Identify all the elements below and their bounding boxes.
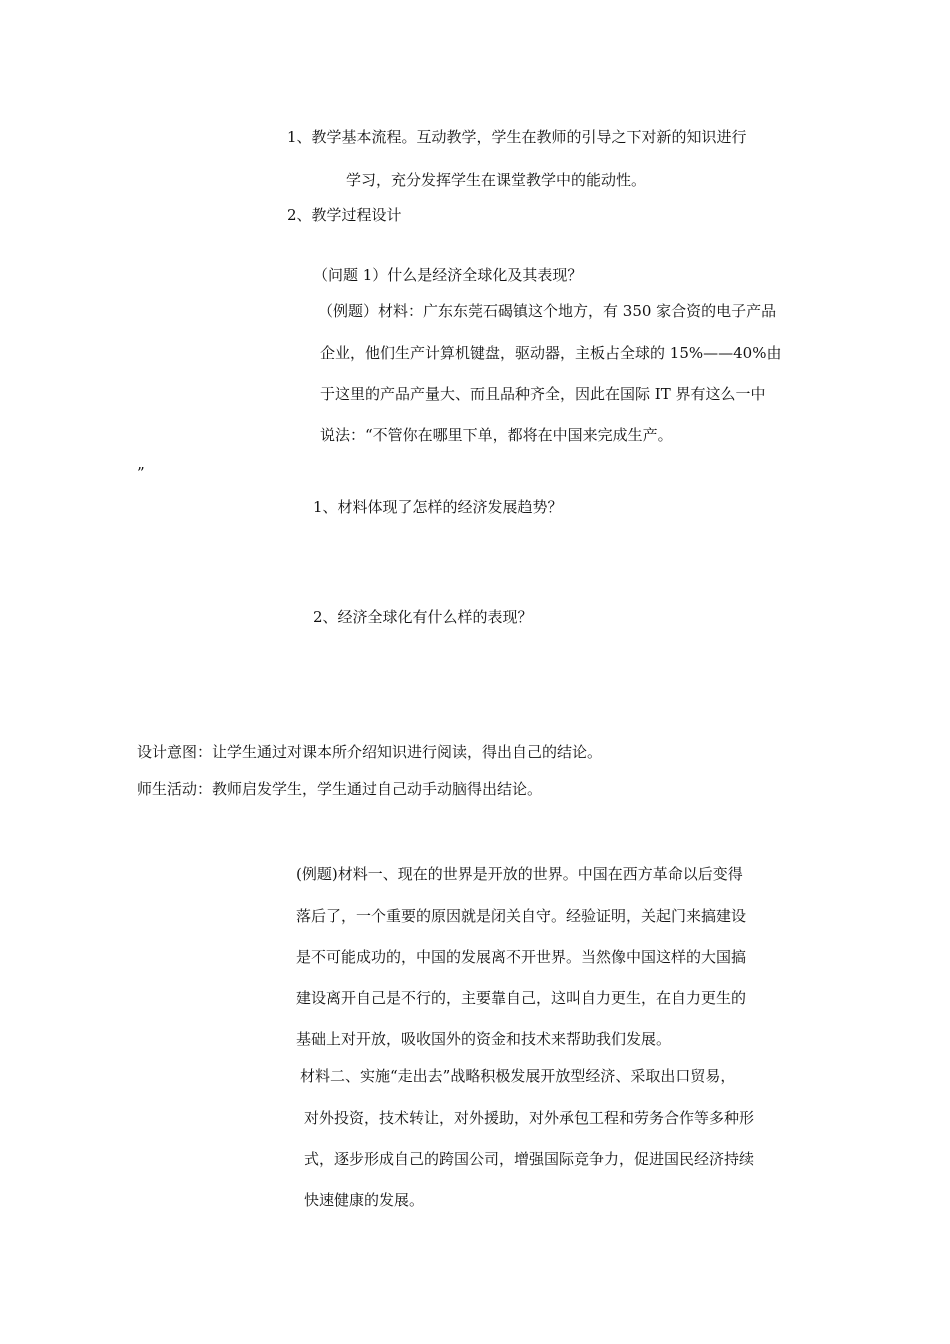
example2-m1-line-4: 建设离开自己是不行的，主要靠自己，这叫自力更生，在自力更生的 [296,989,747,1007]
teacher-student-activity: 师生活动：教师启发学生，学生通过自己动手动脑得出结论。 [137,780,543,798]
example1-line-4: 说法：“不管你在哪里下单，都将在中国来完成生产。 [320,426,673,444]
example2-m1-line-5: 基础上对开放，吸收国外的资金和技术来帮助我们发展。 [296,1030,672,1048]
example2-m1-line-2: 落后了，一个重要的原因就是闭关自守。经验证明，关起门来搞建设 [296,907,747,925]
flow-line-1: 1、教学基本流程。互动教学，学生在教师的引导之下对新的知识进行 [287,128,747,146]
sub-question-1: 1、材料体现了怎样的经济发展趋势？ [313,498,563,516]
example1-line-2: 企业，他们生产计算机键盘，驱动器，主板占全球的 15%——40%由 [320,344,782,362]
example2-m1-line-3: 是不可能成功的，中国的发展离不开世界。当然像中国这样的大国搞 [296,948,747,966]
example2-m2-line-3: 式，逐步形成自己的跨国公司，增强国际竞争力，促进国民经济持续 [304,1150,755,1168]
process-title: 2、教学过程设计 [287,206,402,224]
flow-line-2: 学习，充分发挥学生在课堂教学中的能动性。 [346,171,647,189]
example2-m2-line-4: 快速健康的发展。 [304,1191,425,1209]
example2-m2-line-1: 材料二、实施“走出去”战略积极发展开放型经济、采取出口贸易， [300,1067,736,1085]
example2-m1-line-1: (例题)材料一、现在的世界是开放的世界。中国在西方革命以后变得 [296,865,743,883]
example1-line-3: 于这里的产品产量大、而且品种齐全，因此在国际 IT 界有这么一中 [320,385,766,403]
example1-line-1: （例题）材料：广东东莞石碣镇这个地方，有 350 家合资的电子产品 [318,302,777,320]
design-intent: 设计意图：让学生通过对课本所介绍知识进行阅读，得出自己的结论。 [137,743,603,761]
question-1: （问题 1）什么是经济全球化及其表现？ [313,266,583,284]
example2-m2-line-2: 对外投资，技术转让，对外援助，对外承包工程和劳务合作等多种形 [304,1109,755,1127]
sub-question-2: 2、经济全球化有什么样的表现？ [313,608,533,626]
example1-line-5: ” [137,464,145,482]
